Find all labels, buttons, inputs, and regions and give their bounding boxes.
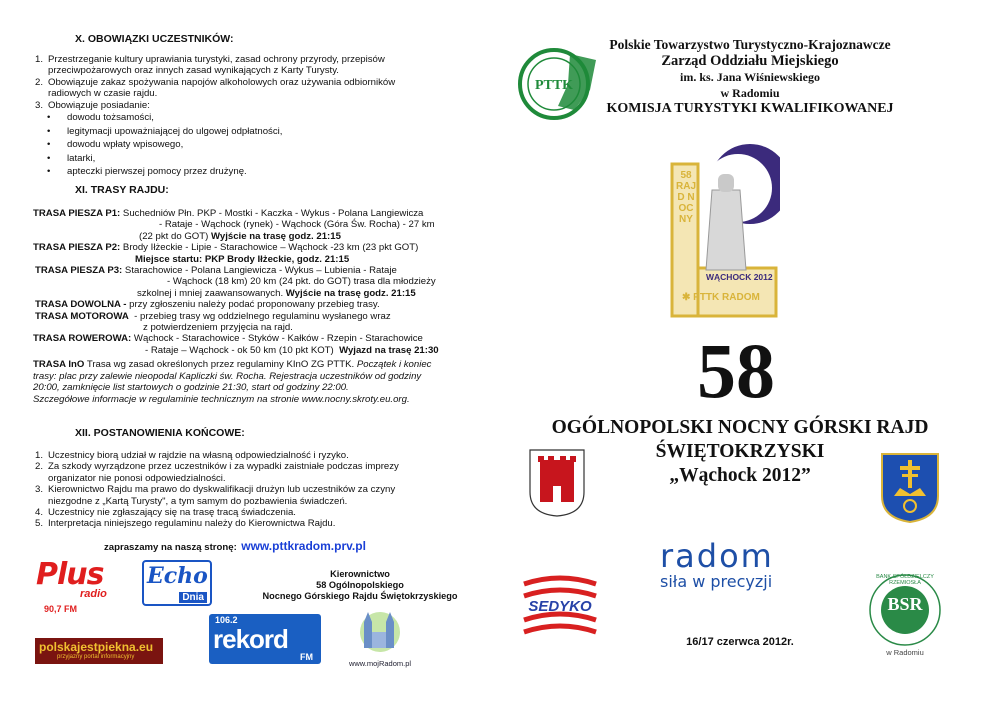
required-item: • dowodu wpłaty wpisowego,: [45, 138, 475, 152]
section-xi-title: XI. TRASY RAJDU:: [75, 184, 169, 196]
radom-slogan-text: siła w precyzji: [660, 572, 773, 591]
section-x-title: X. OBOWIĄZKI UCZESTNIKÓW:: [75, 33, 234, 45]
route-motorowa-label: TRASA MOTOROWA: [35, 310, 129, 322]
route-p1-line3a: (22 pkt do GOT): [139, 230, 209, 242]
title-line1: OGÓLNOPOLSKI NOCNY GÓRSKI RAJD: [551, 417, 929, 438]
item-line: Obowiązuje posiadanie:: [48, 99, 150, 111]
route-p1-line2: - Rataje - Wąchock (rynek) - Wąchock (Góra Św. Rocha) - 27 km: [159, 219, 435, 231]
numbered-item: [35, 518, 475, 529]
website-link[interactable]: www.pttkradom.prv.pl: [241, 539, 366, 553]
item-line: Uczestnicy biorą udział w rajdzie na własną odpowiedzialność i ryzyko.: [48, 450, 349, 461]
plus-logo-text: Plus: [36, 557, 104, 592]
numbered-item: [35, 450, 475, 461]
required-item: • dowodu tożsamości,: [45, 111, 475, 125]
numbered-item: [35, 507, 475, 518]
item-line: Za szkody wyrządzone przez uczestników i za wypadki zaistniałe podczas imprezy: [48, 461, 399, 473]
route-p3-line3a: szkolnej i mniej zaawansowanych.: [137, 287, 284, 299]
route-p2-label: TRASA PIESZA P2:: [33, 242, 121, 254]
invite-line: [104, 537, 366, 555]
section-xii-list: [35, 450, 475, 530]
route-dowolna-text: przy zgłoszeniu należy podać proponowany przebieg trasy.: [129, 299, 380, 311]
required-items-list: [45, 111, 475, 179]
item-number: 2.: [35, 461, 44, 473]
route-ino-line1-italic: Początek i koniec: [356, 359, 432, 371]
badge-org-text: ✱ PTTK RADOM: [682, 292, 760, 303]
item-line: Obowiązuje zakaz spożywania napojów alkoholowych oraz używania odbiorników: [48, 76, 396, 88]
item-line: radiowych w czasie rajdu.: [48, 88, 158, 100]
polska-logo-sub: przyjazny portal informacyjny: [57, 654, 135, 660]
rekord-text: rekord: [213, 624, 288, 654]
route-p3-line2: - Wąchock (18 km) 20 km (24 pkt. do GOT) trasa dla młodzieży: [167, 276, 436, 288]
radio-plus-logo: [36, 557, 126, 620]
route-rowerowa-start: Wyjazd na trasę 21:30: [339, 344, 439, 356]
coat-of-arms-icon: [880, 452, 940, 524]
org-line5: KOMISJA TURYSTYKI KWALIFIKOWANEJ: [606, 101, 894, 116]
route-rowerowa-line1: Wąchock - Starachowice - Styków - Kałków - Rzepin - Starachowice: [133, 333, 423, 345]
organizers-line3: Nocnego Górskiego Rajdu Świętokrzyskiego: [262, 590, 458, 601]
title-line3: „Wąchock 2012”: [669, 465, 811, 486]
item-number: 4.: [35, 507, 44, 519]
rekord-freq: 106.2: [215, 615, 238, 625]
section-x-list: [35, 54, 475, 179]
numbered-item: [35, 484, 475, 507]
big-edition-number: 58: [697, 327, 775, 414]
badge-place-text: WĄCHOCK 2012: [706, 272, 773, 282]
rekord-fm-logo: [209, 614, 321, 664]
organizers-line2: 58 Ogólnopolskiego: [316, 579, 404, 590]
item-number: 3.: [35, 99, 44, 111]
numbered-item: [35, 461, 475, 484]
route-p1-line1: Suchedniów Płn. PKP - Mostki - Kaczka - Wykus - Polana Langiewicza: [122, 208, 424, 219]
polska-logo-text: polskajestpiekna.eu: [39, 640, 154, 654]
plus-logo-freq: 90,7 FM: [44, 604, 78, 614]
route-p3-start: Wyjście na trasę godz. 21:15: [285, 287, 416, 299]
route-p1-start: Wyjście na trasę godz. 21:15: [210, 230, 341, 242]
route-p2-start: Miejsce startu: PKP Brody Iłżeckie, godz. 21:15: [135, 253, 350, 265]
echo-dnia-logo: [142, 560, 212, 606]
item-number: 2.: [35, 76, 44, 88]
numbered-item: [35, 54, 475, 77]
pttk-badge-text: PTTK: [534, 78, 574, 93]
required-item: • apteczki pierwszej pomocy przez drużynę.: [45, 165, 475, 179]
route-rowerowa-label: TRASA ROWEROWA:: [33, 333, 132, 345]
title-line2: ŚWIĘTOKRZYSKI: [655, 441, 825, 462]
bsr-city: w Radomiu: [886, 648, 924, 657]
section-xii-title: XII. POSTANOWIENIA KOŃCOWE:: [75, 427, 245, 439]
numbered-item: [35, 77, 475, 100]
dnia-logo-text: Dnia: [179, 592, 207, 603]
event-date: 16/17 czerwca 2012r.: [686, 636, 794, 648]
org-line2: Zarząd Oddziału Miejskiego: [661, 53, 839, 69]
item-line: organizator nie ponosi odpowiedzialności.: [48, 472, 226, 484]
item-line: niezgodne z „Kartą Turysty", a tym samym do pozbawienia świadczeń.: [48, 495, 348, 507]
required-item: • latarki,: [45, 152, 475, 166]
item-line: Uczestnicy nie zgłaszający się na trasę tracą świadczenia.: [48, 507, 296, 519]
route-dowolna-label: TRASA DOWOLNA -: [35, 299, 127, 311]
bsr-bank-logo: [862, 572, 948, 662]
item-line: przeciwpożarowych oraz innych zasad wynikających z Karty Turysty.: [48, 65, 339, 77]
org-line3: im. ks. Jana Wiśniewskiego: [680, 70, 820, 84]
mojradom-text: www.mojRadom.pl: [348, 659, 412, 668]
rally-badge: [668, 140, 780, 320]
item-number: 3.: [35, 484, 44, 496]
plus-logo-sub: radio: [80, 588, 107, 600]
radom-city-logo: [660, 537, 810, 594]
mojradom-logo: [342, 608, 418, 666]
route-motorowa-line1: - przebieg trasy wg oddzielnego regulaminu wysłanego wraz: [134, 310, 391, 322]
routes-block: [33, 208, 478, 405]
numbered-item: [35, 100, 475, 111]
organizers-signature: [240, 569, 480, 601]
invite-text: zapraszamy na naszą stronę:: [104, 542, 237, 553]
bsr-ring-text: BANK SPÓŁDZIELCZY RZEMIOSŁA: [876, 574, 934, 586]
bsr-letters: BSR: [887, 594, 923, 614]
route-p2-line1: Brody Iłżeckie - Lipie - Starachowice – Wąchock -23 km (23 pkt GOT): [122, 242, 419, 254]
item-number: 1.: [35, 450, 44, 461]
echo-logo-text: Echo: [147, 563, 208, 589]
org-line4: w Radomiu: [720, 86, 780, 100]
route-ino-line4: Szczegółowe informacje w regulaminie technicznym na stronie www.nocny.skroty.eu.org.: [33, 393, 410, 405]
badge-vertical-text: 58 RAJD NOCNY: [676, 170, 697, 225]
church-icon: [342, 608, 418, 654]
org-line1: Polskie Towarzystwo Turystyczno-Krajoznawcze: [609, 37, 891, 52]
item-number: 5.: [35, 518, 44, 530]
rekord-fm-text: FM: [300, 652, 313, 662]
item-line: Kierownictwo Rajdu ma prawo do dyskwalifikacji drużyn lub uczestników za czyny: [48, 484, 396, 496]
organizers-line1: Kierownictwo: [330, 569, 390, 579]
route-ino-label: TRASA InO: [33, 359, 85, 371]
route-rowerowa-line2: - Rataje – Wąchock - ok 50 km (10 pkt KOT): [145, 344, 334, 356]
town-crest-icon: [528, 448, 586, 518]
item-number: 1.: [35, 54, 44, 65]
route-ino-line2: trasy: plac przy zalewie nieopodal Kapliczki św. Rocha. Rejestracja uczestników od godziny: [33, 370, 422, 382]
required-item: • legitymacji upoważniającej do ulgowej odpłatności,: [45, 125, 475, 139]
sedyko-text: SEDYKO: [528, 598, 592, 615]
route-p3-line1: Starachowice - Polana Langiewicza - Wykus – Lubienia - Rataje: [124, 265, 397, 277]
item-line: Interpretacja niniejszego regulaminu należy do Kierownictwa Rajdu.: [48, 518, 336, 530]
radom-logo-text: radom: [660, 537, 774, 575]
item-line: Przestrzeganie kultury uprawiania turystyki, zasad ochrony przyrody, przepisów: [48, 54, 385, 65]
route-ino-line1: Trasa wg zasad określonych przez regulaminy KInO ZG PTTK.: [86, 359, 355, 371]
route-motorowa-line2: z potwierdzeniem przyjęcia na rajd.: [143, 322, 293, 334]
polskajestpiekna-logo: [35, 638, 163, 664]
route-ino-line3: 20:00, zamknięcie list startowych o godzinie 21:30, start od godziny 22:00.: [33, 382, 349, 394]
sedyko-logo: [520, 572, 600, 644]
organization-header: [560, 37, 940, 117]
route-p3-label: TRASA PIESZA P3:: [35, 265, 123, 277]
route-p1-label: TRASA PIESZA P1:: [33, 208, 121, 219]
